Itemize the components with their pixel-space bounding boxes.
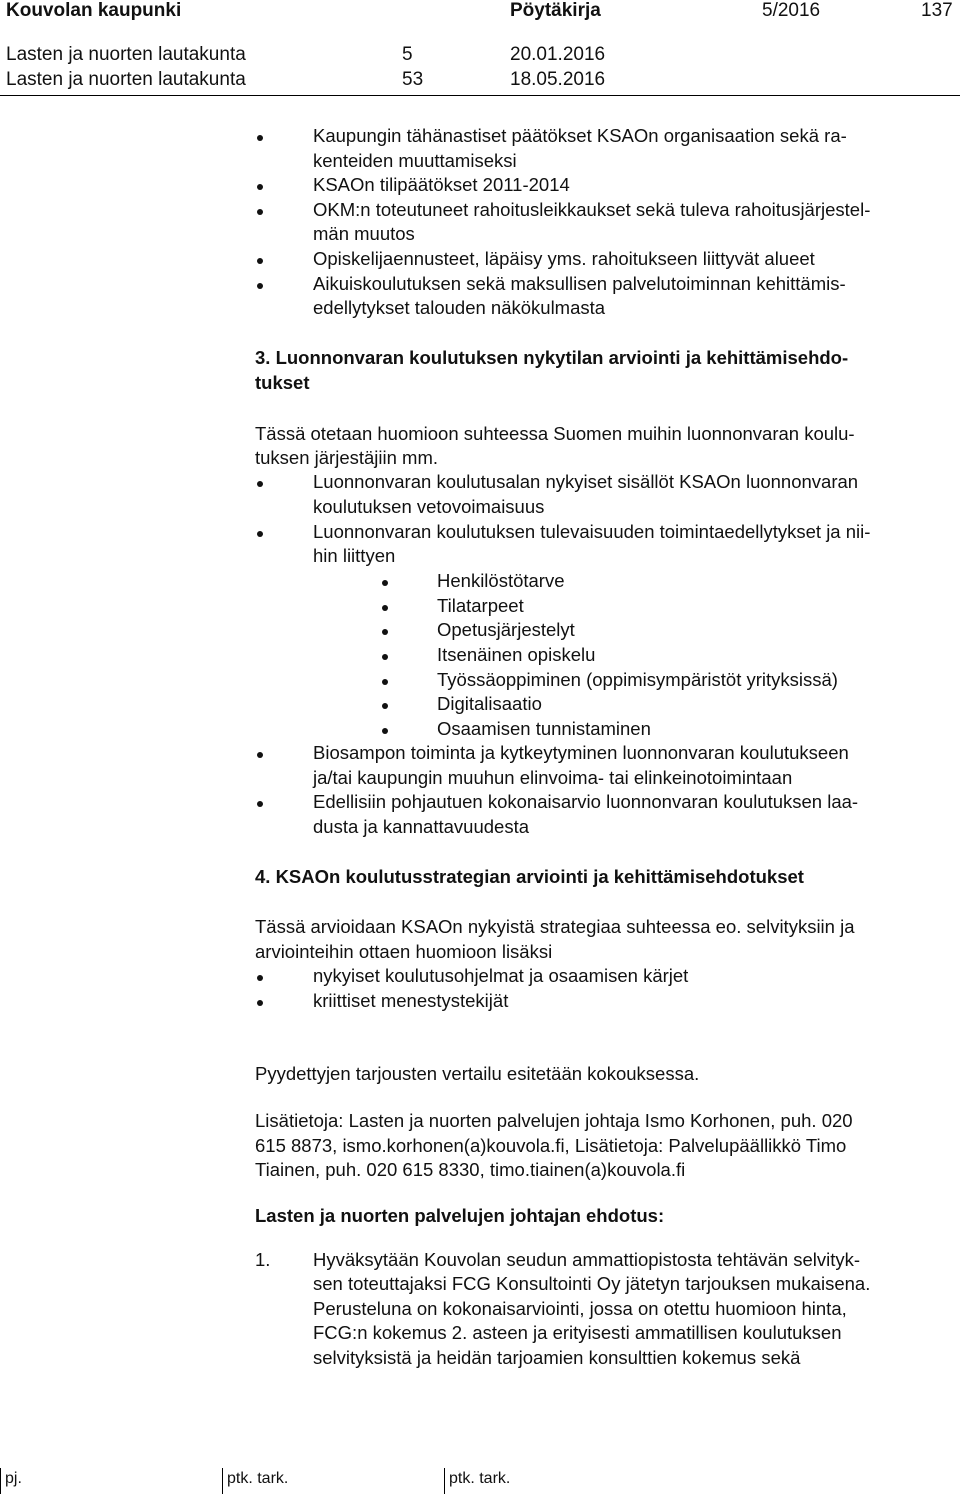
issue-number: 5/2016 [762,0,821,21]
bullet [382,703,388,709]
sub-list-item: Henkilöstötarve [437,570,565,591]
section-3-heading-continued: tukset [255,372,310,393]
bullet [382,605,388,611]
section-3-intro: Tässä otetaan huomioon suhteessa Suomen muihin luonnonvaran koulu- [255,423,855,444]
footer-divider [0,1468,1,1494]
sub-list-item: Työssäoppiminen (oppimisympäristöt yrityksissä) [437,669,838,690]
list-item: Luonnonvaran koulutusalan nykyiset sisällöt KSAOn luonnonvaran [313,471,859,492]
header-rule [0,95,960,96]
bullet [257,975,263,981]
page-number: 137 [921,0,953,21]
bullet [257,135,263,141]
footer-divider [222,1468,223,1494]
list-item-continued: ja/tai kaupungin muuhun elinvoima- tai elinkeinotoimintaan [313,767,793,788]
bullet [257,209,263,215]
list-item: nykyiset koulutusohjelmat ja osaamisen kärjet [313,965,689,986]
proposal-line: sen toteuttajaksi FCG Konsultointi Oy jätetyn tarjouksen mukaisena. [313,1273,871,1294]
meeting-date: 18.05.2016 [510,69,606,90]
org-name: Kouvolan kaupunki [6,0,182,21]
bullet [257,752,263,758]
list-item-continued: hin liittyen [313,545,396,566]
meeting-number: 53 [402,69,424,90]
list-item-continued: koulutuksen vetovoimaisuus [313,496,545,517]
list-item: OKM:n toteutuneet rahoitusleikkaukset sekä tuleva rahoitusjärjestel- [313,199,871,220]
proposal-line: Hyväksytään Kouvolan seudun ammattiopistosta tehtävän selvityk- [313,1249,861,1270]
list-item-continued: män muutos [313,223,415,244]
sub-list-item: Osaamisen tunnistaminen [437,718,651,739]
section-4-heading: 4. KSAOn koulutusstrategian arviointi ja kehittämisehdotukset [255,866,804,887]
bullet [257,258,263,264]
bullet [257,531,263,537]
footer-label: ptk. tark. [227,1470,289,1487]
bullet [382,580,388,586]
bullet [257,1000,263,1006]
list-item: Kaupungin tähänastiset päätökset KSAOn organisaation sekä ra- [313,125,847,146]
list-item: Aikuiskoulutuksen sekä maksullisen palvelutoiminnan kehittämis- [313,273,846,294]
footer-divider [444,1468,445,1494]
meeting-number: 5 [402,44,413,65]
list-item: Luonnonvaran koulutuksen tulevaisuuden toimintaedellytykset ja nii- [313,521,871,542]
section-3-intro-continued: tuksen järjestäjiin mm. [255,447,439,468]
list-item-continued: dusta ja kannattavuudesta [313,816,529,837]
bullet [382,629,388,635]
list-item: Opiskelijaennusteet, läpäisy yms. rahoitukseen liittyvät alueet [313,248,815,269]
bullet [257,481,263,487]
doc-type: Pöytäkirja [510,0,601,21]
comparison-note: Pyydettyjen tarjousten vertailu esitetään kokouksessa. [255,1063,700,1084]
list-item: kriittiset menestystekijät [313,990,509,1011]
proposal-line: FCG:n kokemus 2. asteen ja erityisesti ammatillisen koulutuksen [313,1322,842,1343]
bullet [382,679,388,685]
proposal-heading: Lasten ja nuorten palvelujen johtajan ehdotus: [255,1205,665,1226]
list-item: Edellisiin pohjautuen kokonaisarvio luonnonvaran koulutuksen laa- [313,791,859,812]
proposal-line: selvityksistä ja heidän tarjoamien konsulttien kokemus sekä [313,1347,801,1368]
sub-list-item: Tilatarpeet [437,595,524,616]
bullet [382,654,388,660]
list-item: Biosampon toiminta ja kytkeytyminen luonnonvaran koulutukseen [313,742,849,763]
sub-list-item: Opetusjärjestelyt [437,619,575,640]
list-item-continued: edellytykset talouden näkökulmasta [313,297,606,318]
contact-info: Lisätietoja: Lasten ja nuorten palvelujen johtaja Ismo Korhonen, puh. 020 [255,1110,853,1131]
bullet [257,801,263,807]
section-4-intro: Tässä arvioidaan KSAOn nykyistä strategiaa suhteessa eo. selvityksiin ja [255,916,855,937]
list-item-continued: kenteiden muuttamiseksi [313,150,517,171]
sub-list-item: Digitalisaatio [437,693,542,714]
section-3-heading: 3. Luonnonvaran koulutuksen nykytilan arviointi ja kehittämisehdo- [255,347,849,368]
contact-info-continued: 615 8873, ismo.korhonen(a)kouvola.fi, Lisätietoja: Palvelupäällikkö Timo [255,1135,847,1156]
contact-info-continued: Tiainen, puh. 020 615 8330, timo.tiainen(a)kouvola.fi [255,1159,686,1180]
proposal-number: 1. [255,1249,271,1270]
proposal-line: Perusteluna on kokonaisarviointi, jossa on otettu huomioon hinta, [313,1298,847,1319]
bullet [382,728,388,734]
meeting-body: Lasten ja nuorten lautakunta [6,44,246,65]
sub-list-item: Itsenäinen opiskelu [437,644,596,665]
list-item: KSAOn tilipäätökset 2011-2014 [313,174,570,195]
footer-label: pj. [5,1470,22,1487]
section-4-intro-continued: arviointeihin ottaen huomioon lisäksi [255,941,553,962]
bullet [257,283,263,289]
bullet [257,184,263,190]
footer-label: ptk. tark. [449,1470,511,1487]
meeting-date: 20.01.2016 [510,44,606,65]
meeting-body: Lasten ja nuorten lautakunta [6,69,246,90]
